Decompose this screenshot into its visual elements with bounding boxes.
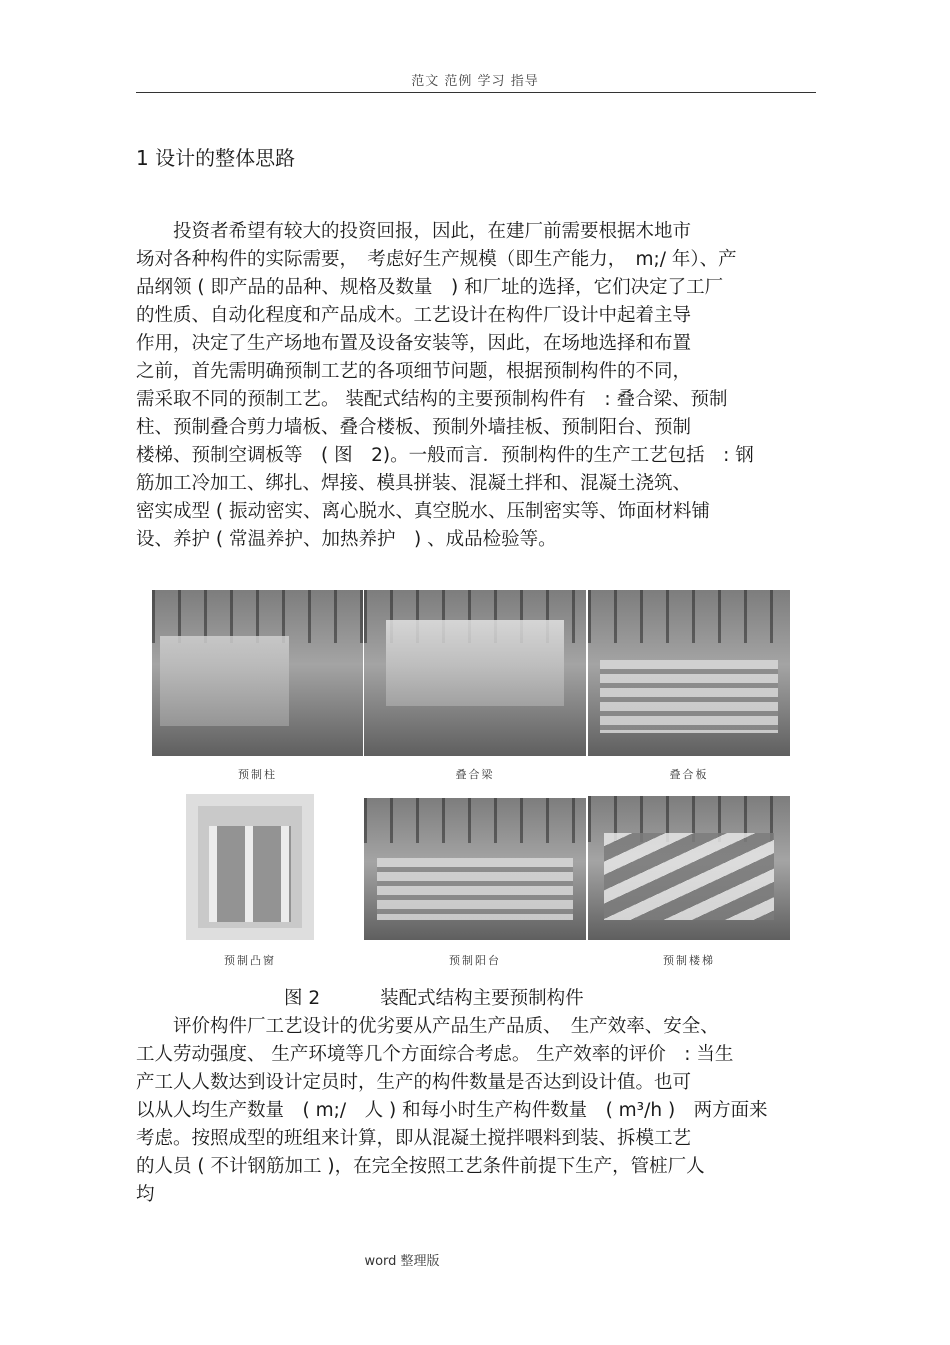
paragraph-line: 需采取不同的预制工艺。 装配式结构的主要预制构件有 : 叠合梁、预制 xyxy=(136,389,728,410)
photo-precast-bay-window xyxy=(186,794,314,940)
photo-precast-stairs xyxy=(588,796,790,940)
paragraph-line: 柱、预制叠合剪力墙板、叠合楼板、预制外墙挂板、预制阳台、预制 xyxy=(136,417,692,438)
caption-composite-slab: 叠合板 xyxy=(669,768,709,781)
paragraph-line: 品纲领 ( 即产品的品种、规格及数量 ) 和厂址的选择，它们决定了工厂 xyxy=(136,277,724,298)
photo-composite-slab xyxy=(588,590,790,756)
section-title: 1 设计的整体思路 xyxy=(136,146,296,170)
photo-composite-beam xyxy=(364,590,586,756)
paragraph-line: 产工人人数达到设计定员时，生产的构件数量是否达到设计值。也可 xyxy=(136,1072,692,1093)
paragraph-line: 评价构件厂工艺设计的优劣要从产品生产品质、 生产效率、安全、 xyxy=(136,1016,719,1037)
paragraph-line: 筋加工冷加工、绑扎、焊接、模具拼装、混凝土拌和、混凝土浇筑、 xyxy=(136,473,692,494)
paragraph-line: 的人员 ( 不计钢筋加工 )，在完全按照工艺条件前提下生产，管桩厂人 xyxy=(136,1156,705,1177)
caption-precast-column: 预制柱 xyxy=(238,768,277,781)
paragraph-line: 考虑。按照成型的班组来计算，即从混凝土搅拌喂料到装、拆模工艺 xyxy=(136,1128,692,1149)
caption-precast-bay-window: 预制凸窗 xyxy=(224,954,276,967)
paragraph-line: 投资者希望有较大的投资回报，因此，在建厂前需要根据木地市 xyxy=(136,221,692,242)
caption-precast-balcony: 预制阳台 xyxy=(449,954,501,967)
paragraph-line: 设、养护 ( 常温养护、加热养护 ) 、成品检验等。 xyxy=(136,529,557,550)
paragraph-line: 场对各种构件的实际需要， 考虑好生产规模（即生产能力， m;/ 年）、产 xyxy=(136,249,737,270)
paragraph-line: 之前，首先需明确预制工艺的各项细节问题，根据预制构件的不同， xyxy=(136,361,692,382)
paragraph-line: 以从人均生产数量 ( m;/ 人 ) 和每小时生产构件数量 ( m³/h ) 两方面来 xyxy=(136,1100,768,1121)
figure-label: 图 2 xyxy=(284,988,321,1009)
paragraph-line: 作用，决定了生产场地布置及设备安装等，因此，在场地选择和布置 xyxy=(136,333,692,354)
figure-title: 装配式结构主要预制构件 xyxy=(380,988,584,1009)
paragraph-line: 均 xyxy=(136,1184,155,1205)
page-footer: word 整理版 xyxy=(364,1254,440,1269)
page-header: 范文 范例 学习 指导 xyxy=(411,74,539,89)
paragraph-line: 的性质、自动化程度和产品成木。工艺设计在构件厂设计中起着主导 xyxy=(136,305,692,326)
paragraph-line: 密实成型 ( 振动密实、离心脱水、真空脱水、压制密实等、饰面材料铺 xyxy=(136,501,710,522)
paragraph-intro xyxy=(136,218,816,554)
caption-composite-beam: 叠合梁 xyxy=(455,768,495,781)
caption-precast-stairs: 预制楼梯 xyxy=(663,954,715,967)
photo-precast-column xyxy=(152,590,363,756)
photo-precast-balcony xyxy=(364,798,586,940)
paragraph-line: 工人劳动强度、 生产环境等几个方面综合考虑。 生产效率的评价 : 当生 xyxy=(136,1044,734,1065)
paragraph-line: 楼梯、预制空调板等 ( 图 2)。一般而言．预制构件的生产工艺包括 : 钢 xyxy=(136,445,754,466)
figure-caption xyxy=(284,984,584,1010)
header-divider xyxy=(136,92,816,93)
paragraph-evaluation xyxy=(136,1013,816,1209)
